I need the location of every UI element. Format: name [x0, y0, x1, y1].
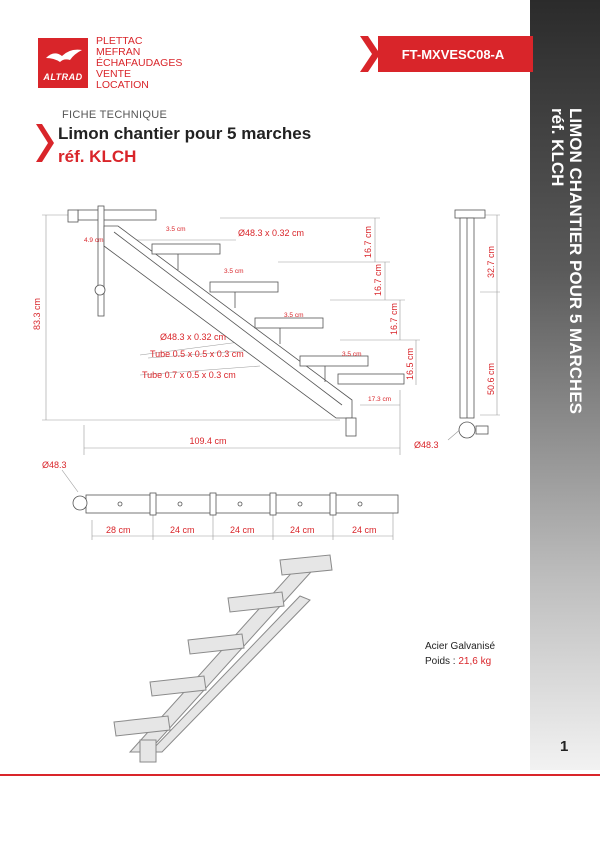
- dim-step-tread: 17.3 cm: [368, 396, 392, 403]
- side-title-line-2: réf. KLCH: [548, 108, 567, 187]
- dim-side-upper: 32.7 cm: [486, 245, 496, 278]
- weight-label: Poids :: [425, 656, 456, 667]
- reference-code: FT-MXVESC08-A: [401, 47, 505, 62]
- dim-offset: 3.5 cm: [342, 351, 362, 358]
- dim-spacing-3: 24 cm: [230, 525, 255, 535]
- dim-step-rise-3: 16.7 cm: [389, 302, 399, 335]
- dim-tube-diag: Ø48.3 x 0.32 cm: [160, 332, 227, 342]
- dim-side-lower: 50.6 cm: [486, 362, 496, 395]
- page-number: 1: [560, 738, 569, 755]
- dim-total-height: 83.3 cm: [32, 297, 42, 330]
- dim-offset: 3.5 cm: [284, 312, 304, 319]
- dim-offset: 3.5 cm: [166, 226, 186, 233]
- material: Acier Galvanisé: [425, 641, 496, 652]
- brand-line: VENTE: [96, 68, 132, 80]
- dim-tube-a: Tube 0.5 x 0.5 x 0.3 cm: [150, 349, 244, 359]
- dim-spacing-4: 24 cm: [290, 525, 315, 535]
- weight-value: 21,6 kg: [458, 656, 492, 667]
- dim-tube-b: Tube 0.7 x 0.5 x 0.3 cm: [142, 370, 236, 380]
- dim-step-rise-1: 16.7 cm: [363, 225, 373, 258]
- dim-top-offset: 4.9 cm: [84, 237, 104, 244]
- dim-total-length: 109.4 cm: [189, 436, 227, 446]
- brand-line: ÉCHAFAUDAGES: [96, 57, 183, 69]
- dim-spacing-5: 24 cm: [352, 525, 377, 535]
- dim-spacing-2: 24 cm: [170, 525, 195, 535]
- dim-step-rise-2: 16.7 cm: [373, 263, 383, 296]
- page-subtitle: réf. KLCH: [58, 147, 137, 166]
- bottom-rule: [0, 774, 600, 776]
- brand-line: PLETTAC: [96, 35, 143, 47]
- dim-offset: 3.5 cm: [224, 268, 244, 275]
- weight: [425, 656, 491, 667]
- brand-line: LOCATION: [96, 79, 149, 91]
- dim-tube-main: Ø48.3 x 0.32 cm: [238, 228, 305, 238]
- side-title-line-1: LIMON CHANTIER POUR 5 MARCHES: [566, 108, 585, 415]
- dim-side-diameter: Ø48.3: [414, 440, 439, 450]
- dim-spacing-1: 28 cm: [106, 525, 131, 535]
- brand-line: MEFRAN: [96, 46, 141, 58]
- logo-text: ALTRAD: [43, 72, 83, 82]
- page-title: Limon chantier pour 5 marches: [58, 124, 312, 143]
- doc-type-label: FICHE TECHNIQUE: [62, 109, 168, 121]
- dim-step-rise-4: 16.5 cm: [405, 347, 415, 380]
- dim-plan-diameter: Ø48.3: [42, 460, 67, 470]
